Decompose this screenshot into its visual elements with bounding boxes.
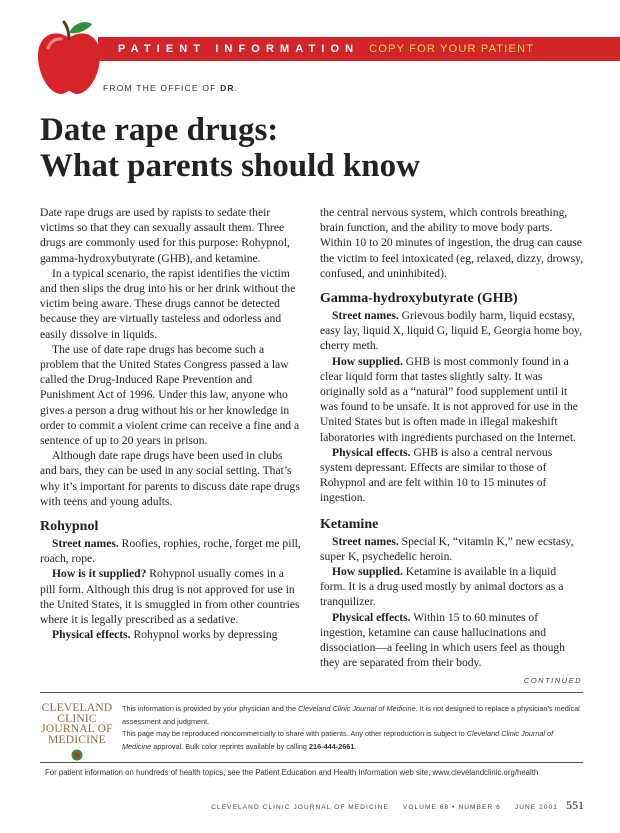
footer-divider-top: [40, 692, 583, 693]
footer-date: JUNE 2001: [514, 804, 558, 811]
ghb-supplied-lead: How supplied.: [332, 354, 403, 368]
footer-volume: VOLUME 68 • NUMBER 6: [402, 804, 501, 811]
intro-paragraph-2: In a typical scenario, the rapist identifies the victim and then slips the drug into his or her drink without the victim being aware. These drugs cannot be detected because they are virtually tasteless and odorless and easily dissolve in liquids.: [40, 266, 296, 341]
ghb-supplied-text: GHB is most commonly found in a clear liquid form that tastes slightly salty. It was originally sold as a “natural” food supplement until it was found to be unsafe. It is not approved for use in the United States but is often made in illegal makeshift laboratories with ingredients purchased on the Internet.: [320, 354, 578, 444]
logo-line-3: JOURNAL OF: [41, 723, 113, 735]
rohypnol-names-text: Roofies, rophies, roche, forget me pill, roach, rope.: [40, 537, 301, 566]
continued-label: CONTINUED: [523, 676, 582, 685]
ketamine-heading: Ketamine: [320, 516, 379, 532]
ketamine-street-names: [320, 534, 584, 564]
right-column: [320, 205, 584, 670]
ghb-how-supplied: [320, 354, 584, 445]
ketamine-physical-effects: [320, 610, 584, 671]
rohypnol-supplied-text: Rohypnol usually comes in a pill form. Although this drug is not approved for use in the United States, it is smuggled in from other countries where it is legally prescribed as a sedative.: [40, 567, 300, 627]
banner-label: PATIENT INFORMATION: [118, 43, 360, 55]
rohypnol-effects-lead: Physical effects.: [52, 628, 131, 642]
ghb-effects-text: GHB is also a central nervous system depressant. Effects are similar to those of Rohypnol and are felt within 10 to 15 minutes of ingestion.: [320, 445, 553, 505]
journal-name: Cleveland Clinic Journal of Medicine: [122, 729, 554, 751]
left-column: [40, 205, 302, 642]
rohypnol-street-names: [40, 536, 302, 566]
ketamine-effects-lead: Physical effects.: [332, 610, 411, 624]
rohypnol-physical-effects: [40, 627, 302, 642]
rohypnol-names-lead: Street names.: [52, 537, 119, 551]
rohypnol-effects-continued: the central nervous system, which controls breathing, brain function, and the ability to move body parts. Within 10 to 20 minutes of ingestion, the drug can cause the victim to feel intoxicated (eg, relaxed, dizzy, drowsy, confused, and uninhibited).: [320, 206, 584, 280]
page-number: 551: [566, 798, 584, 812]
ketamine-names-lead: Street names.: [332, 534, 399, 548]
intro-paragraph-3: The use of date rape drugs has become such a problem that the United States Congress passed a law called the Drug-Induced Rape Prevention and Punishment Act of 1996. Under this law, anyone who gives a person a drug without his or her knowledge in order to commit a violent crime can receive a fine and a sentence of up to 20 years in prison.: [40, 342, 300, 448]
web-site-note: For patient information on hundreds of health topics, see the Patient Education and Health Information web site, www.clevelandclinic.org/health: [45, 768, 539, 777]
disclaimer-line-1: This information is provided by your physician and the Cleveland Clinic Journal of Medicine. It is not designed to replace a physician’s medical assessment and judgment.: [122, 704, 580, 726]
disclaimer: [122, 703, 584, 753]
rohypnol-supplied-lead: How is it supplied?: [52, 567, 147, 581]
from-prefix: FROM THE OFFICE OF: [103, 83, 217, 93]
disclaimer-line-2: This page may be reproduced noncommercially to share with patients. Any other reproduction is subject to Cleveland Clinic Journal of Medicine approval. Bulk color reprints available by calling 216-444-2661.: [122, 729, 554, 751]
rohypnol-how-supplied: [40, 566, 302, 627]
page-title: [40, 112, 420, 184]
ghb-street-names: [320, 308, 584, 354]
logo-line-2: CLINIC: [57, 712, 97, 725]
from-office-line: [103, 83, 238, 93]
footer-divider-bottom: [40, 762, 583, 763]
ketamine-names-text: Special K, “vitamin K,” new ecstasy, super K, psychedelic heroin.: [320, 534, 574, 563]
banner-sublabel: COPY FOR YOUR PATIENT: [369, 43, 535, 55]
apple-icon: [34, 18, 104, 98]
ghb-names-lead: Street names.: [332, 309, 399, 323]
ketamine-supplied-lead: How supplied.: [332, 565, 403, 579]
title-line-1: Date rape drugs:: [40, 112, 279, 148]
intro-paragraph-4: Although date rape drugs have been used in clubs and bars, they can be used in any social setting. That’s why it’s important for parents to discuss date rape drugs with teens and young adults.: [40, 449, 300, 508]
ghb-effects-lead: Physical effects.: [332, 445, 411, 459]
ketamine-effects-text: Within 15 to 60 minutes of ingestion, ketamine can cause hallucinations and dissociation—a feeling in which users feel as though they are separated from their body.: [320, 610, 566, 670]
ghb-names-text: Grievous bodily harm, liquid ecstasy, easy lay, liquid X, liquid G, liquid E, Georgia home boy, cherry meth.: [320, 309, 583, 353]
reprint-phone: 216-444-2661: [308, 741, 355, 751]
footer-journal: CLEVELAND CLINIC JOURNAL OF MEDICINE: [211, 804, 389, 811]
title-line-2: What parents should know: [40, 148, 420, 184]
ccjm-logo: [38, 703, 116, 761]
ghb-physical-effects: [320, 445, 584, 506]
ketamine-supplied-text: Ketamine is available in a liquid form. It is a drug used mostly by animal doctors as a tranquilizer.: [320, 565, 564, 609]
ketamine-how-supplied: [320, 564, 584, 610]
page-footer: [211, 798, 584, 813]
intro-paragraph-1: Date rape drugs are used by rapists to sedate their victims so that they can sexually assault them. Three drugs are commonly used for this purpose: Rohypnol, gamma-hydroxybutyrate (GHB), and ketamine.: [40, 206, 290, 265]
from-suffix: .: [234, 83, 239, 93]
logo-line-1: CLEVELAND: [41, 702, 113, 714]
rohypnol-effects-text-a: Rohypnol works by depressing: [130, 628, 278, 642]
logo-emblem-icon: [71, 749, 83, 761]
from-name: DR: [220, 83, 235, 93]
patient-information-banner: [98, 37, 620, 61]
rohypnol-heading: Rohypnol: [40, 519, 99, 535]
ghb-heading: Gamma-hydroxybutyrate (GHB): [320, 291, 518, 307]
journal-name: Cleveland Clinic Journal of Medicine: [298, 704, 416, 713]
logo-line-4: MEDICINE: [48, 733, 106, 746]
